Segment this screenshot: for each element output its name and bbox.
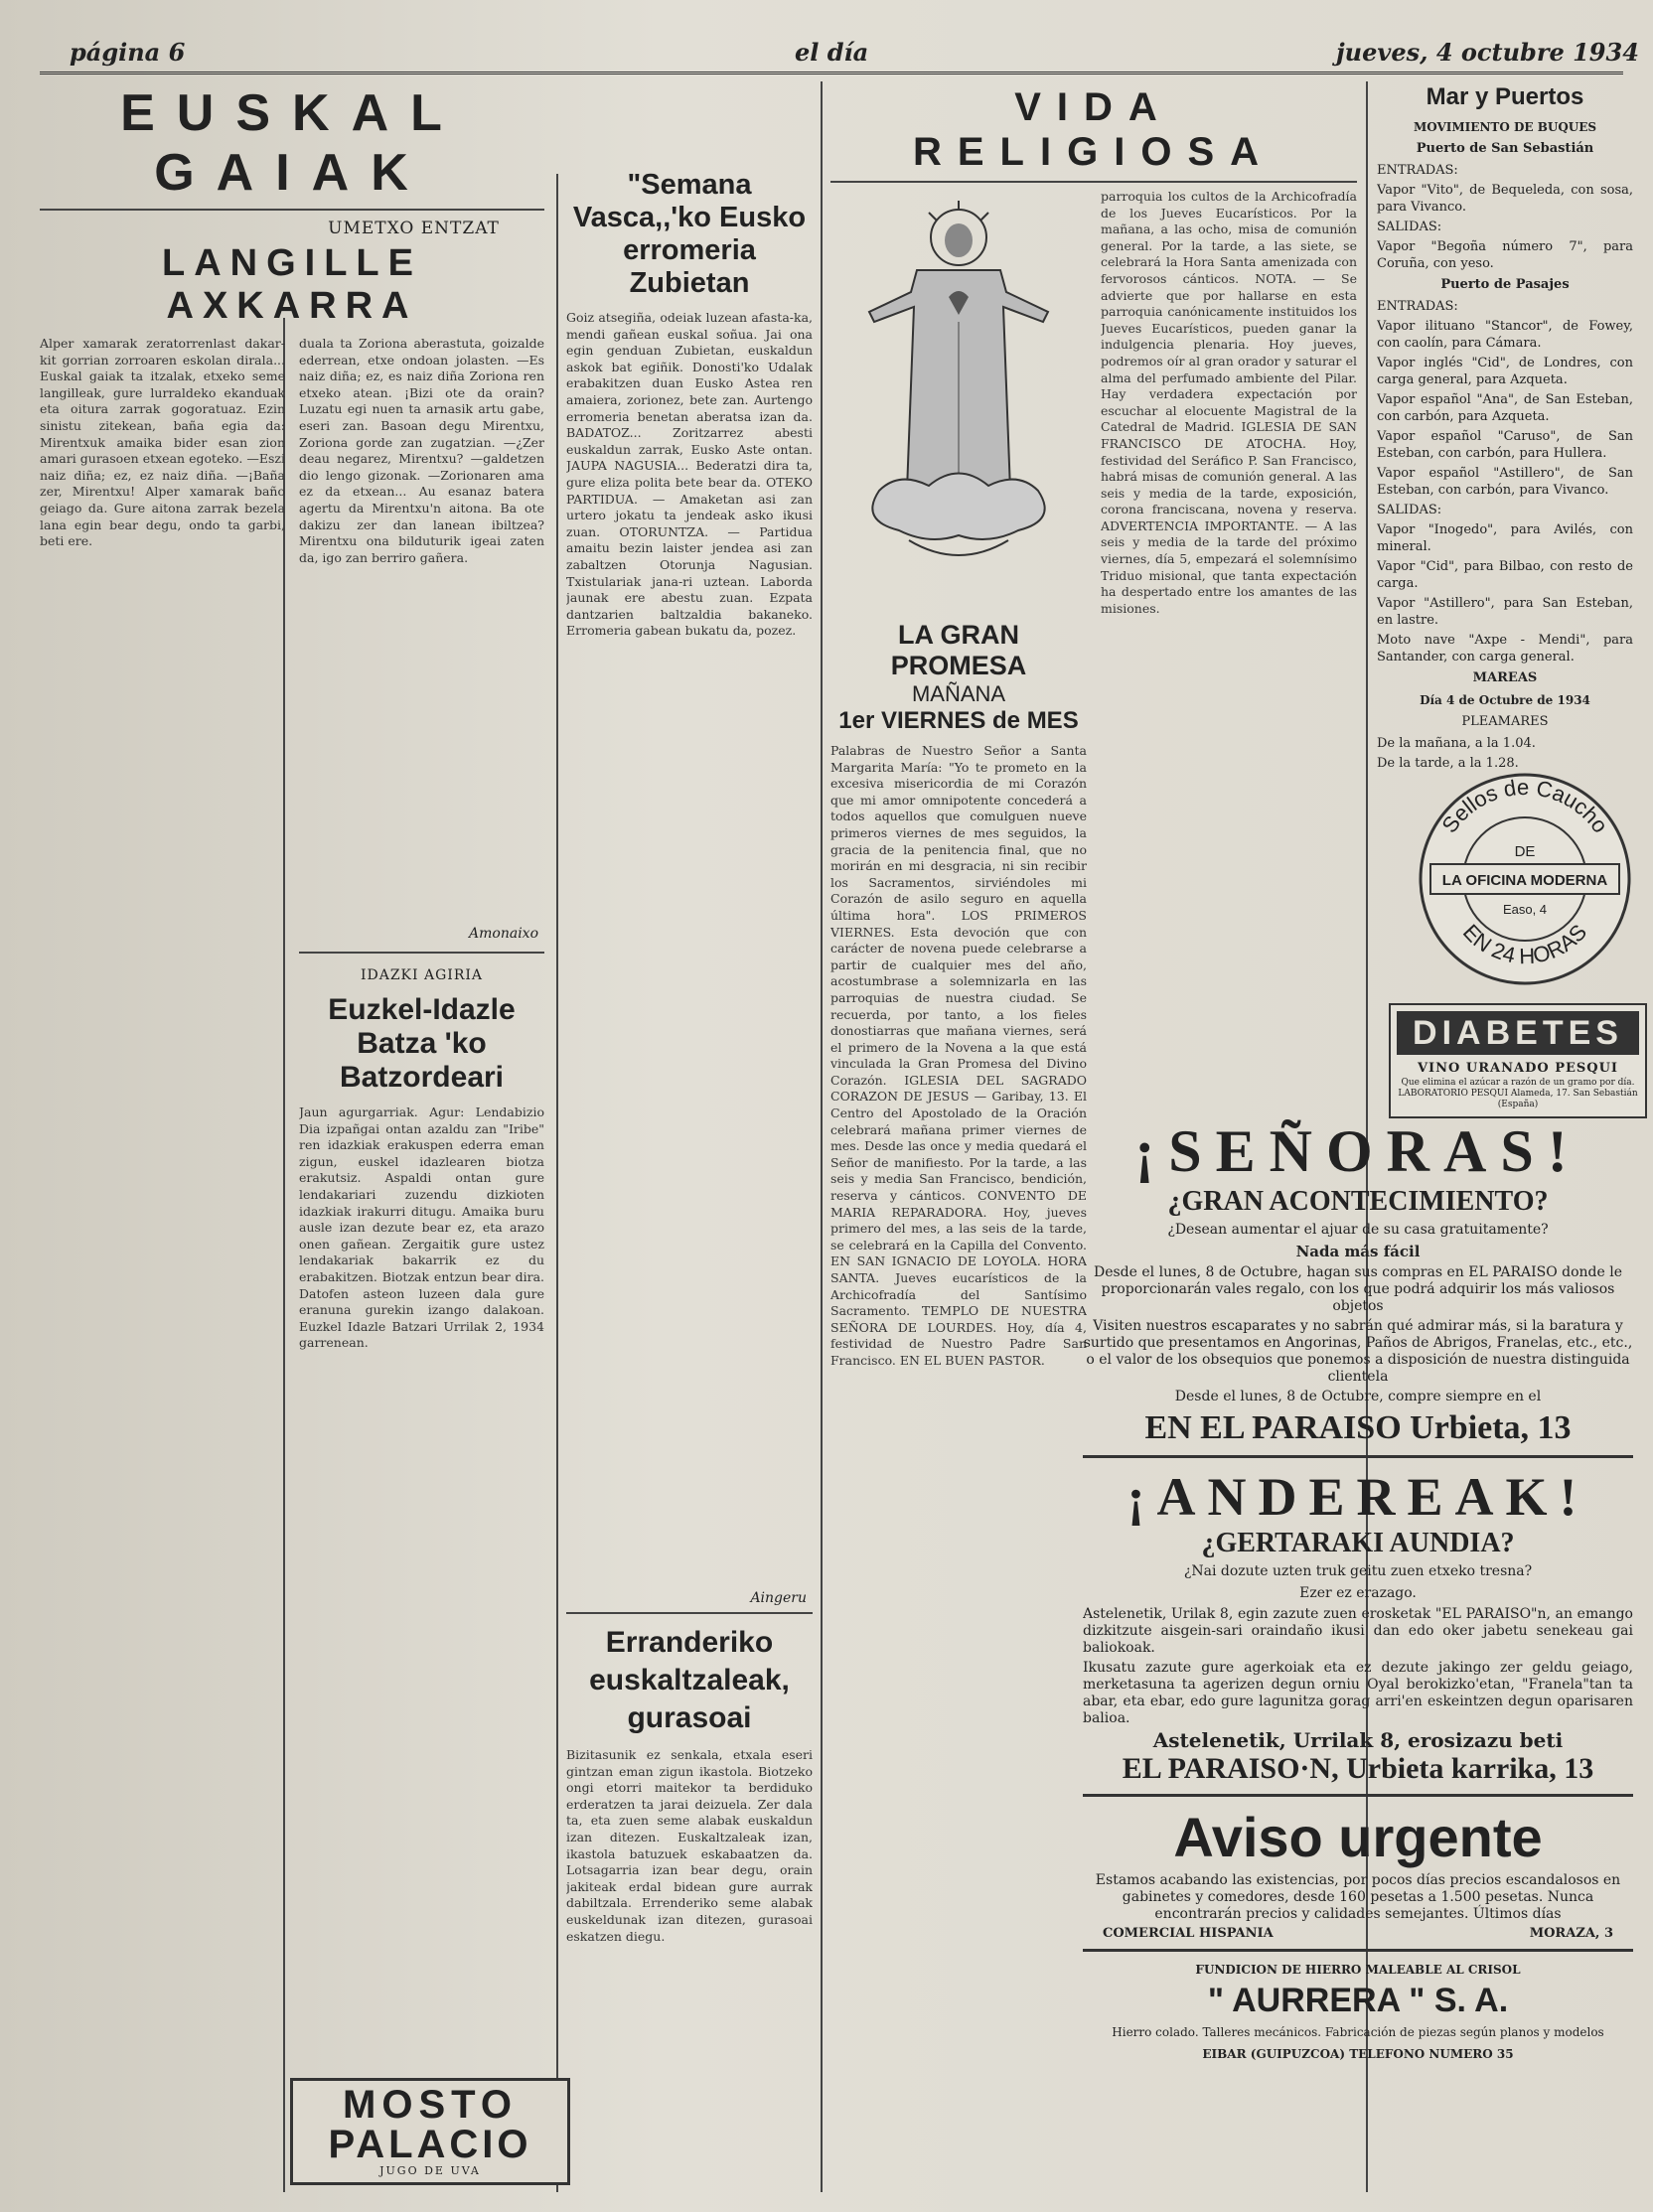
idazki-headline: Euzkel-Idazle Batza 'ko Batzordeari bbox=[328, 993, 516, 1094]
mar-item: Vapor ilituano "Stancor", de Fowey, con caolín, para Cámara. bbox=[1377, 319, 1633, 351]
mar-y-puertos-section bbox=[1377, 81, 1633, 777]
promesa-viernes: 1er VIERNES de MES bbox=[838, 707, 1079, 734]
seal-bottom-text: EN 24 HORAS bbox=[1457, 919, 1592, 969]
senoras-p2: Visiten nuestros escaparates y no sabrán qué admirar más, si la baratura y surtido que presentamos en Angorinas, Paños de Abrigos, Franelas, etc., etc., o el valor de los obsequios que ponemos a disposición de nuestra distinguida clientela bbox=[1083, 1318, 1633, 1385]
senoras-p3: Desde el lunes, 8 de Octubre, compre siempre en el bbox=[1174, 1389, 1542, 1404]
semana-body: Goiz atsegiña, odeiak luzean afasta-ka, mendi gañean euskal soñua. Jai ona egin genduan Zubietan, euskaldun askok bat egiñik. Donosti'ko Udalak erabakitzen duan Eusko Astea ren amaiera, zorionez, bete zan. Aurtengo erromeria benetan aberatsa izan da. BADATOZ... Zoritzarrez abesti euskaldun zarrak, Eusko Aste ontan. JAUPA NAGUSIA... Bederatzi dira ta, gure eliza polita bete bear da. OTEKO PARTIDUA. — Amaketan asi zan urtero jokatu ta jendeak asko ikusi zuan. OTORUNTZA. — Partidua amaitu bezin laister jendea asi zan zabaltzen Otorunja Nagusian. Txistulariak jana-ri uztean. Laborda jaunak ere abestu zuan. Ezpata dantzarien baltzaldia bakaneko. Erromeria gabean bukatu da, pozez. bbox=[566, 310, 813, 639]
section-title: VIDA RELIGIOSA bbox=[912, 85, 1276, 174]
story-body-right: duala ta Zoriona aberastuta, goizalde ederrean, etxe ondoan jolasten. —Es naiz diña; ez, es naiz diña Zoriona ren etxeko atean. ¡Bizi ote da orain? Luzatu egi nuen ta arnasik artu gabe, eseri zan. Basoan degu Mirentxu, Zoriona gorde zan zugatzian. —¿Zer deau negarez, Mirentxu? —galdetzen dio lengo gizonak. —Zorionaren ama ez da etxean... Au esanaz batera agertu da Mirentxu'n aitona. Ba ote dakizu zer dan lanean ibiltzea? Mirentxu ona bilduturik igeai zaten da, igo zan berriro gañera. bbox=[299, 336, 544, 565]
diabetes-title: DIABETES bbox=[1397, 1011, 1639, 1055]
ads-column bbox=[1083, 1117, 1633, 2200]
aviso-body: Estamos acabando las existencias, por pocos días precios escandalosos en gabinetes y comedores, desde 160 pesetas a 1.500 pesetas. Nunca encontrarán precios y calidades semejantes. Últimos días bbox=[1095, 1872, 1621, 1922]
aviso-title: Aviso urgente bbox=[1173, 1806, 1543, 1868]
anderek-line: Astelenetik, Urrilak 8, erosizazu beti bbox=[1152, 1728, 1564, 1752]
mar-item: Vapor español "Caruso", de San Esteban, con carbón, para Hullera. bbox=[1377, 429, 1633, 461]
column-rule bbox=[556, 174, 558, 2192]
mar-item: SALIDAS: bbox=[1377, 220, 1442, 234]
mosto-tagline: JUGO DE UVA bbox=[379, 2164, 481, 2177]
anderek-ezer: Ezer ez erazago. bbox=[1299, 1585, 1417, 1601]
promesa-manana: MAÑANA bbox=[911, 681, 1006, 706]
mar-item: Vapor "Vito", de Bequeleda, con sosa, para Vivanco. bbox=[1377, 183, 1633, 215]
anderek-subtitle: ¿GERTARAKI AUNDIA? bbox=[1201, 1528, 1515, 1558]
paper-name: el día bbox=[795, 38, 869, 67]
idazki-kicker: IDAZKI AGIRIA bbox=[360, 967, 484, 983]
mar-item: Vapor español "Ana", de San Esteban, con carbón, para Azqueta. bbox=[1377, 392, 1633, 424]
aurrera-top: FUNDICION DE HIERRO MALEABLE AL CRISOL bbox=[1195, 1963, 1521, 1977]
seal-address: Easo, 4 bbox=[1502, 902, 1548, 917]
puerto-ss-label: Puerto de San Sebastián bbox=[1416, 141, 1594, 156]
tide-item: De la tarde, a la 1.28. bbox=[1377, 756, 1519, 771]
mar-item: SALIDAS: bbox=[1377, 503, 1442, 517]
divider bbox=[1083, 1455, 1633, 1458]
diabetes-ad bbox=[1389, 1003, 1647, 1118]
senoras-nada: Nada más fácil bbox=[1295, 1243, 1421, 1260]
errenderi-body: Bizitasunik ez senkala, etxala eseri gintzan eman zigun ikastola. Biotzeko ongi etorri maitekor ta berdiduko erderatzen ta jarai deizuela. Zer dala ta, eta zuen seme alabak euskaldun izan ditezen. Euskaltzaleak izan, ikastola batuzuek eskabaatzen da. Lotsagarria izan bear degu, orain jakiteak erdal bidean gure aurrak dabiltzala. Errenderiko seme alabak euskeldunak izan ditezen, gurasoai eskatzen diegu. bbox=[566, 1747, 813, 1944]
story-body-left: Alper xamarak zeratorrenlast dakar-kit gorrian zorroaren eskolan dirala... Euskal gaiak ta itzalak, etxeko seme langilleak, gure lurraldeko ekanduak eta oitura zarrak gogoratuaz. Ezin sinistu zitekean, baña egia da: Mirentxuk amaika bider esan zion amari gurasoen etxean egoteko. —Eszi naiz diña; ez, ez naiz diña. —¡Baña zer, Mirentxu! Alper xamarak baño geiago da. Gure aitona zarrak bezela lana egin bear degu, ondo ta garbi, beti ere. bbox=[40, 336, 285, 549]
seal-name: LA OFICINA MODERNA bbox=[1441, 872, 1608, 889]
anderek-footer: EL PARAISO·N, Urbieta karrika, 13 bbox=[1122, 1752, 1594, 1785]
mar-item: Vapor "Cid", para Bilbao, con resto de carga. bbox=[1377, 559, 1633, 591]
senoras-subtitle: ¿GRAN ACONTECIMIENTO? bbox=[1167, 1186, 1549, 1217]
divider bbox=[40, 209, 544, 211]
anderek-p1: Astelenetik, Urilak 8, egin zazute zuen erosketak "EL PARAISO"n, an emango dizkitzute aisgein-sari oraindaño ikusi dan edo oker jabetu senekeau gai baliokoak. bbox=[1083, 1606, 1633, 1656]
puerto-pasajes-label: Puerto de Pasajes bbox=[1440, 277, 1570, 292]
diabetes-small: Que elimina el azúcar a razón de un gramo por día. LABORATORIO PESQUI Alameda, 17. San Sebastián (España) bbox=[1398, 1078, 1638, 1109]
senoras-title: ¡SEÑORAS! bbox=[1134, 1118, 1581, 1184]
mar-item: Vapor "Astillero", para San Esteban, en lastre. bbox=[1377, 596, 1633, 628]
aviso-company: COMERCIAL HISPANIA bbox=[1103, 1926, 1274, 1941]
anderek-question: ¿Nai dozute uzten truk geitu zuen etxeko tresna? bbox=[1183, 1563, 1533, 1579]
divider bbox=[566, 1612, 813, 1614]
divider bbox=[299, 952, 544, 954]
sacred-heart-illustration bbox=[839, 193, 1078, 620]
aurrera-footer: EIBAR (GUIPUZCOA) TELEFONO NUMERO 35 bbox=[1202, 2047, 1514, 2061]
masthead bbox=[0, 38, 1653, 68]
pleamares-label: PLEAMARES bbox=[1461, 714, 1549, 729]
palacio-word: PALACIO bbox=[328, 2123, 532, 2166]
movimiento-label: MOVIMIENTO DE BUQUES bbox=[1413, 120, 1597, 134]
semana-vasca-section bbox=[566, 169, 813, 2195]
mareas-date: Día 4 de Octubre de 1934 bbox=[1420, 693, 1590, 707]
mar-item: Vapor español "Astillero", de San Esteban, con carbón, para Vivanco. bbox=[1377, 466, 1633, 498]
story-headline: LANGILLE AXKARRA bbox=[162, 242, 422, 327]
idazki-body: Jaun agurgarriak. Agur: Lendabizio Dia izpañgai ontan azaldu zan "Iribe" ren idazkiak erakuspen ederra eman zigun, euskel idazlearen biotza erakutsiz. Aspaldi ontan gure lendakariari zuzendu dizkioten idazkiak irakurri ditugu. Amaika buru ausle izan dezute bear ez, eta arazo onen gañean. Zergaitik gure ustez lendakariak bakarrik ez du erabakitzen. Biotzak entzun bear dira. Datofen asteon luzeen dala gure eranuna gurekin izango dalakoan. Euzkel Idazle Batzari Urrilak 2, 1934 garrenean. bbox=[299, 1105, 544, 1351]
tide-item: De la mañana, a la 1.04. bbox=[1377, 736, 1536, 751]
aurrera-name: " AURRERA " S. A. bbox=[1207, 1982, 1509, 2019]
anderek-p2: Ikusatu zazute gure agerkoiak eta ez dezute jakingo zer geldu geiago, merketasuna ta agerizen degun orniu Oyal berokizko'etan, "Franela"tan ta abar, eta ebar, edo gure lagunitza gorag arri'en eskeintzen degun oparisaren balioa. bbox=[1083, 1660, 1633, 1726]
divider bbox=[830, 181, 1357, 183]
section-title: EUSKAL GAIAK bbox=[120, 84, 464, 202]
senoras-footer: EN EL PARAISO Urbieta, 13 bbox=[1144, 1409, 1572, 1446]
top-rule bbox=[40, 72, 1623, 74]
mareas-label: MAREAS bbox=[1472, 670, 1538, 685]
anderek-title: ¡ANDEREAK! bbox=[1127, 1467, 1589, 1527]
issue-date: jueves, 4 octubre 1934 bbox=[1336, 38, 1639, 67]
aurrera-line: Hierro colado. Talleres mecánicos. Fabricación de piezas según planos y modelos bbox=[1112, 2025, 1604, 2039]
seal-de: DE bbox=[1514, 843, 1536, 860]
mar-item: Moto nave "Axpe - Mendi", para Santander, con carga general. bbox=[1377, 633, 1633, 664]
mosto-word: MOSTO bbox=[343, 2083, 518, 2127]
oficina-moderna-seal bbox=[1411, 765, 1639, 993]
semana-headline: "Semana Vasca,,'ko Eusko erromeria Zubietan bbox=[572, 169, 807, 299]
divider bbox=[1083, 1949, 1633, 1952]
divider bbox=[1083, 1794, 1633, 1797]
vida-body-left: Palabras de Nuestro Señor a Santa Margarita María: "Yo te prometo en la excesiva misericordia de mi Corazón que mi amor omnipotente concederá a todos aquellos que comulguen nueve primeros viernes de mes seguidos, la gracia de la penitencia final, que no morirán en mi desgracia, ni sin recibir los Sacramentos, sirviéndoles mi Corazón de asilo seguro en aquella última hora". LOS PRIMEROS VIERNES. Esta devoción que con carácter de novena puede celebrarse a partir de cualquier mes del año, acostumbrase a solemnizarla en las parroquias de nuestra ciudad. Se recuerda, por tanto, a los fieles donostiarras que mañana viernes, será el primero de la Novena a la que está vinculada la Gran Promesa del Divino Corazón. IGLESIA DEL SAGRADO CORAZON DE JESUS — Garibay, 13. El Centro del Apostolado de la Oración celebrará mañana primer viernes de mes. Desde las once y media quedará el Señor de manifiesto. Por la tarde, a las seis y media San Francisco, bendición, reserva y cánticos. CONVENTO DE MARIA REPARADORA. Hoy, jueves primero del mes, a las seis de la tarde, se celebrará en la Capilla del Convento. EN SAN IGNACIO DE LOYOLA. HORA SANTA. Jueves eucarísticos de la Archicofradía del Santísimo Sacramento. TEMPLO DE NUESTRA SEÑORA DE LOURDES. Hoy, día 4, festividad de Nuestro Padre San Francisco. EN EL BUEN PASTOR. bbox=[830, 743, 1087, 1368]
aviso-address: MORAZA, 3 bbox=[1529, 1926, 1613, 1941]
mar-title: Mar y Puertos bbox=[1426, 83, 1584, 110]
promesa-title: LA GRAN PROMESA bbox=[890, 620, 1027, 680]
seal-top-text: Sellos de Caucho bbox=[1436, 774, 1613, 838]
page-number: página 6 bbox=[70, 38, 186, 67]
euskal-gaiak-section bbox=[40, 81, 544, 2197]
story-kicker: UMETXO ENTZAT bbox=[328, 219, 500, 238]
story-signature: Amonaixo bbox=[469, 926, 538, 942]
column-rule bbox=[821, 81, 823, 2192]
mar-item: Vapor "Begoña número 7", para Coruña, con yeso. bbox=[1377, 239, 1633, 271]
mar-item: Vapor "Inogedo", para Avilés, con mineral. bbox=[1377, 522, 1633, 554]
errenderi-headline: Erranderiko euskaltzaleak, gurasoai bbox=[589, 1626, 790, 1734]
senoras-question: ¿Desean aumentar el ajuar de su casa gratuitamente? bbox=[1167, 1222, 1549, 1238]
mar-item: Vapor inglés "Cid", de Londres, con carga general, para Azqueta. bbox=[1377, 356, 1633, 387]
mosto-palacio-ad bbox=[290, 2078, 570, 2185]
semana-signature: Aingeru bbox=[750, 1590, 807, 1606]
entradas-label: ENTRADAS: bbox=[1377, 299, 1458, 314]
vida-body-right: parroquia los cultos de la Archicofradía de los Jueves Eucarísticos. Por la mañana, a las ocho, misa de comunión general. Por la tarde, a las siete, se celebrará la Hora Santa amenizada con fervorosos cánticos. NOTA. — Se advierte que por hallarse en esta parroquia canónicamente instituidos los Jueves Eucarísticos, pueden ganar la indulgencia plenaria. Hoy jueves, podremos oír al gran orador y saturar el alma del perfumado ambiente del Pilar. Hay verdadera expectación por escuchar al elocuente Magistral de la Catedral de Madrid. IGLESIA DE SAN FRANCISCO DE ATOCHA. Hoy, festividad del Seráfico P. San Francisco, habrá misas de comunión general. A las seis y media de la tarde, exposición, corona franciscana, novena y reserva. ADVERTENCIA IMPORTANTE. — A las seis y media de la tarde del próximo viernes, día 5, empezará el solemnísimo Triduo misional, que tanta expectación ha despertado entre los amantes de las misiones. bbox=[1101, 189, 1357, 616]
senoras-p1: Desde el lunes, 8 de Octubre, hagan sus compras en EL PARAISO donde le proporcionarán vales regalo, con los que podrá adquirir los más valiosos objetos bbox=[1093, 1264, 1623, 1314]
diabetes-product: VINO URANADO PESQUI bbox=[1417, 1061, 1619, 1076]
entradas-label: ENTRADAS: bbox=[1377, 163, 1458, 178]
